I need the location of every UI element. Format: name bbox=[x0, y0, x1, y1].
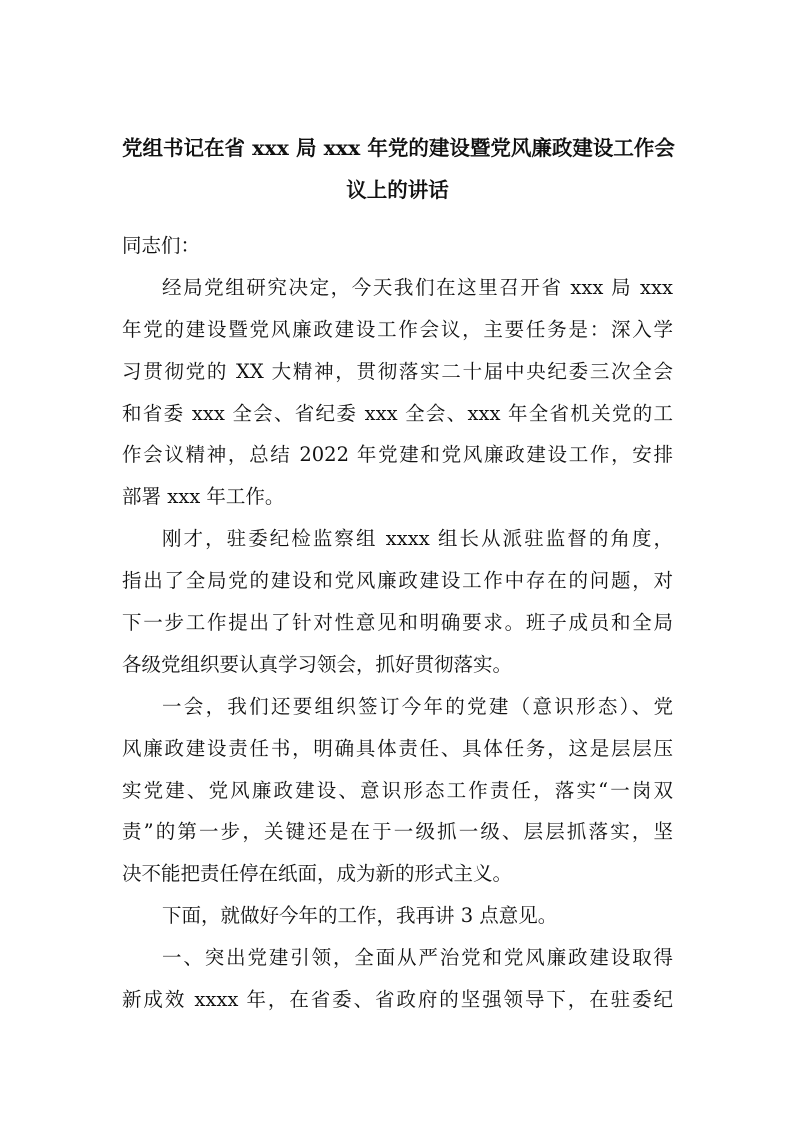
paragraph-line: 风廉政建设责任书，明确具体责任、具体任务，这是层层压 bbox=[122, 736, 673, 760]
paragraph-line: 指出了全局党的建设和党风廉政建设工作中存在的问题，对 bbox=[122, 569, 673, 593]
paragraph-line: 一会，我们还要组织签订今年的党建（意识形态）、党 bbox=[162, 694, 673, 718]
paragraph-line: 和省委 xxx 全会、省纪委 xxx 全会、xxx 年全省机关党的工 bbox=[122, 401, 673, 425]
paragraph-line: 习贯彻党的 XX 大精神，贯彻落实二十届中央纪委三次全会 bbox=[122, 359, 673, 383]
document-body bbox=[122, 267, 673, 1021]
document-page bbox=[122, 127, 673, 1021]
salutation: 同志们： bbox=[122, 234, 201, 257]
paragraph bbox=[122, 267, 673, 518]
paragraph bbox=[122, 937, 673, 1021]
title-line-1: 党组书记在省 xxx 局 xxx 年党的建设暨党风廉政建设工作会 bbox=[122, 136, 675, 160]
paragraph-line: 部署 xxx 年工作。 bbox=[122, 485, 285, 509]
paragraph bbox=[122, 895, 673, 937]
title-line-2: 议上的讲话 bbox=[346, 178, 449, 202]
paragraph-line: 刚才，驻委纪检监察组 xxxx 组长从派驻监督的角度， bbox=[162, 527, 673, 551]
paragraph bbox=[122, 518, 673, 686]
paragraph-line: 经局党组研究决定，今天我们在这里召开省 xxx 局 xxx bbox=[162, 275, 673, 299]
paragraph-line: 年党的建设暨党风廉政建设工作会议，主要任务是：深入学 bbox=[122, 317, 673, 341]
paragraph-line: 作会议精神，总结 2022 年党建和党风廉政建设工作，安排 bbox=[122, 443, 673, 467]
paragraph-line: 责”的第一步，关键还是在于一级抓一级、层层抓落实，坚 bbox=[122, 820, 673, 844]
paragraph-line: 新成效 xxxx 年，在省委、省政府的坚强领导下，在驻委纪 bbox=[122, 988, 673, 1012]
paragraph-line: 决不能把责任停在纸面，成为新的形式主义。 bbox=[122, 862, 513, 886]
paragraph-line: 一、突出党建引领，全面从严治党和党风廉政建设取得 bbox=[162, 946, 673, 970]
paragraph-line: 下一步工作提出了针对性意见和明确要求。班子成员和全局 bbox=[122, 611, 673, 635]
paragraph bbox=[122, 686, 673, 895]
paragraph-line: 下面，就做好今年的工作，我再讲 3 点意见。 bbox=[162, 904, 558, 928]
paragraph-line: 各级党组织要认真学习领会，抓好贯彻落实。 bbox=[122, 652, 513, 676]
paragraph-line: 实党建、党风廉政建设、意识形态工作责任，落实“一岗双 bbox=[122, 778, 673, 802]
document-title bbox=[122, 127, 673, 211]
